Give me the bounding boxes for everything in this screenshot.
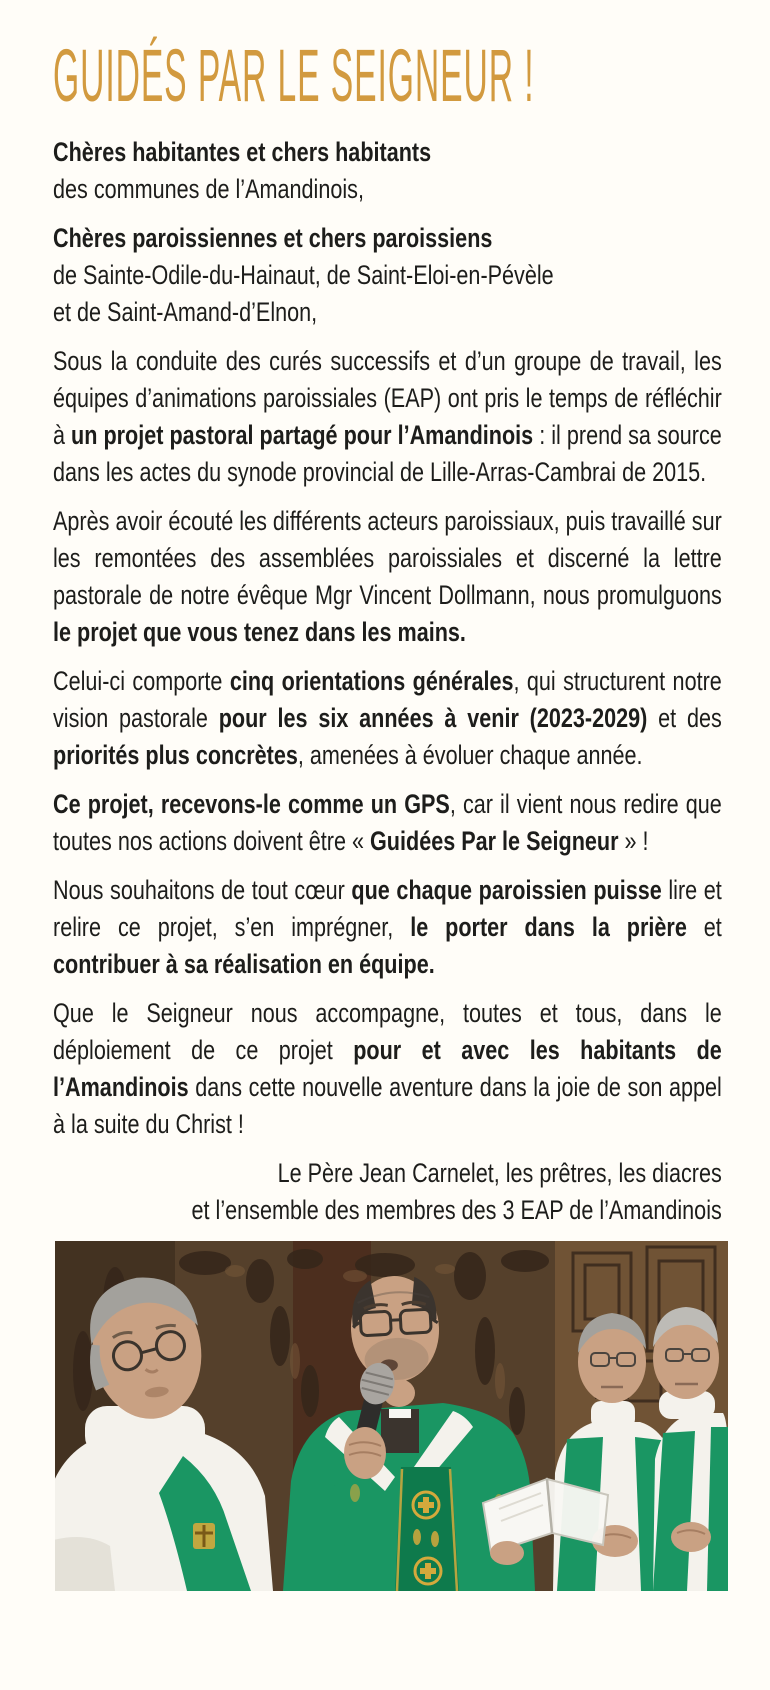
text-run: , car il vient nous redire que toutes nos actions doivent être « <box>53 789 722 856</box>
text-run: Chères paroissiennes et chers paroissiens <box>53 223 493 253</box>
text-run: » ! <box>618 826 649 856</box>
text-run: Chères habitantes et chers habitants <box>53 137 432 167</box>
text-run: Après avoir écouté les différents acteurs paroissiaux, puis travaillé sur les remontées des assemblées paroissiales et discerné la lettre pastorale de notre évêque Mgr Vincent Dollmann, nous promulguons <box>53 506 722 610</box>
text-run: des communes de l’Amandinois, <box>53 174 364 204</box>
para-accompagne <box>53 995 722 1143</box>
para-gps <box>53 786 722 860</box>
text-run: et des <box>647 703 722 733</box>
text-run: de Sainte-Odile-du-Hainaut, de Saint-Eloi-en-Pévèle <box>53 260 554 290</box>
para-ecoute <box>53 503 722 651</box>
text-run: le porter dans la prière <box>410 912 687 942</box>
photo-priests-illustration <box>55 1241 728 1591</box>
text-run: Que le Seigneur nous accompagne, toutes et tous, dans le déploiement de ce projet <box>53 998 722 1065</box>
page-root <box>0 36 770 1690</box>
text-run: cinq orientations générales <box>229 666 514 696</box>
text-run: : il prend sa source dans les actes du synode provincial de Lille-Arras-Cambrai de 2015. <box>53 420 722 487</box>
text-run: pour et avec les habitants de l’Amandinois <box>53 1035 722 1102</box>
text-run: et de Saint-Amand-d’Elnon, <box>53 297 318 327</box>
text-run: contribuer à sa réalisation en équipe. <box>53 949 435 979</box>
photo-priests <box>55 1241 728 1591</box>
para-souhait <box>53 872 722 983</box>
text-run: un projet pastoral partagé pour l’Amandinois <box>71 420 534 450</box>
stole-emblem <box>193 1523 215 1549</box>
text-run: lire et relire ce projet, s’en imprégner, <box>53 875 722 942</box>
text-run: et <box>686 912 722 942</box>
para-conduite <box>53 343 722 491</box>
para-orientations <box>53 663 722 774</box>
text-run: dans cette nouvelle aventure dans la joie de son appel à la suite du Christ ! <box>53 1072 722 1139</box>
priest-right <box>653 1307 728 1591</box>
text-run: Celui-ci comporte <box>53 666 230 696</box>
text-run: Le Père Jean Carnelet, les prêtres, les diacres <box>277 1158 722 1188</box>
text-run: Guidées Par le Seigneur <box>370 826 619 856</box>
text-run: le projet que vous tenez dans les mains. <box>53 617 466 647</box>
text-run: , amenées à évoluer chaque année. <box>297 740 643 770</box>
text-run: , qui structurent notre vision pastorale <box>53 666 722 733</box>
text-run: pour les six années à venir (2023-2029) <box>218 703 648 733</box>
text-run: et l’ensemble des membres des 3 EAP de l’Amandinois <box>191 1195 722 1225</box>
page-title: GUIDÉS PAR LE SEIGNEUR ! <box>53 34 535 117</box>
signature <box>53 1155 722 1229</box>
text-run: Sous la conduite des curés successifs et d’un groupe de travail, les équipes d’animations paroissiales (EAP) ont pris le temps de réfléchir à <box>53 346 722 450</box>
text-run: Nous souhaitons de tout cœur <box>53 875 352 905</box>
text-run: que chaque paroissien puisse <box>351 875 662 905</box>
text-run: priorités plus concrètes <box>53 740 298 770</box>
letter-body <box>53 134 770 1229</box>
salutation-habitants <box>53 134 722 208</box>
text-run: Ce projet, recevons-le comme un GPS <box>53 789 450 819</box>
salutation-paroissiens <box>53 220 722 331</box>
